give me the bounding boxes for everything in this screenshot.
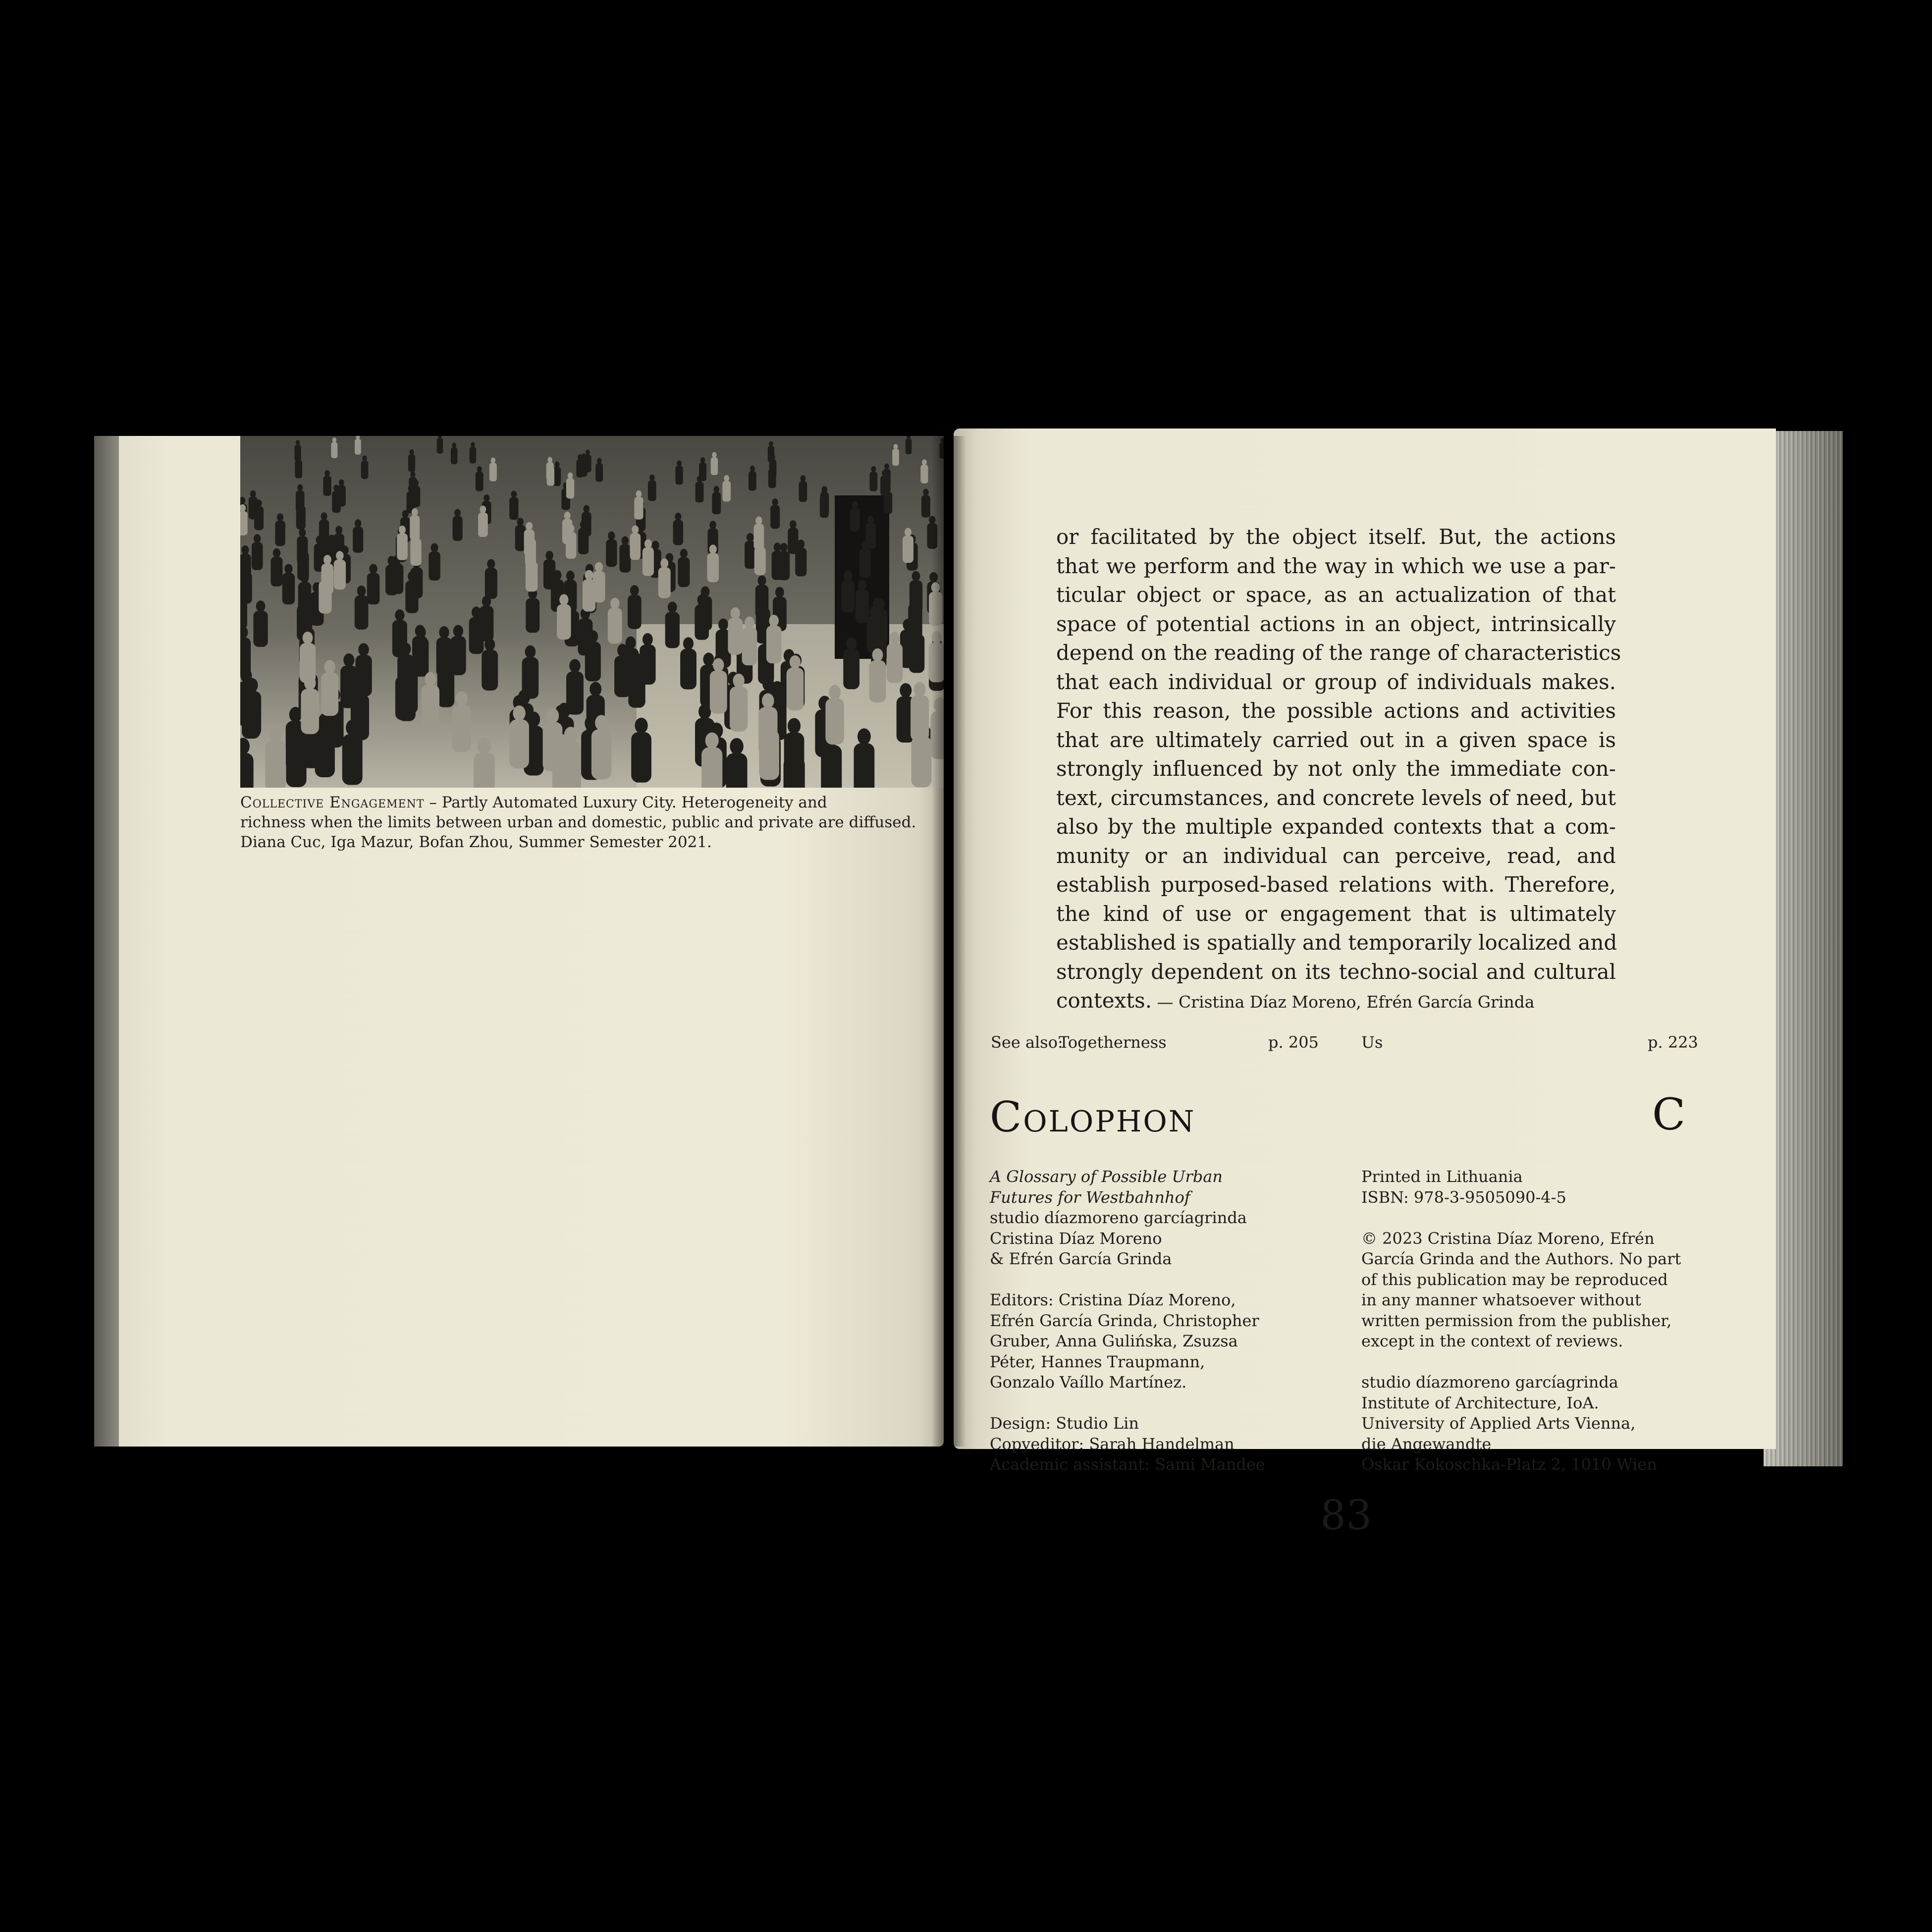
- caption-dash: –: [424, 794, 442, 811]
- body-paragraph: [1056, 523, 1621, 986]
- body-line: also by the multiple expanded contexts that a com-: [1056, 814, 1616, 839]
- body-line: space of potential actions in an object, intrinsically: [1056, 611, 1616, 636]
- address-line-1: studio díazmoreno garcíagrinda: [1361, 1373, 1618, 1392]
- body-line: established is spatially and temporarily localized and: [1056, 930, 1617, 955]
- body-line: text, circumstances, and concrete levels of need, but: [1056, 785, 1616, 810]
- body-line: strongly influenced by not only the immediate con-: [1056, 756, 1616, 781]
- book-title-line-1: A Glossary of Possible Urban: [990, 1167, 1223, 1186]
- copyright-line-3: of this publication may be reproduced: [1361, 1270, 1668, 1289]
- gutter-shadow: [931, 436, 966, 1447]
- editors-line-1: Editors: Cristina Díaz Moreno,: [990, 1290, 1236, 1309]
- crowd-photo: [240, 436, 944, 788]
- body-line: strongly dependent on its techno-social and cultural: [1056, 959, 1616, 984]
- body-last-word: contexts.: [1056, 988, 1152, 1013]
- colophon-heading: Colophon: [990, 1093, 1196, 1141]
- body-line: ticular object or space, as an actualization of that: [1056, 583, 1616, 607]
- caption-line-1: Partly Automated Luxury City. Heterogeneity and: [441, 794, 827, 811]
- book-title-line-2: Futures for Westbahnhof: [990, 1187, 1190, 1207]
- author-line-3: & Efrén García Grinda: [990, 1249, 1172, 1268]
- body-line: or facilitated by the object itself. But, the actions: [1056, 525, 1616, 549]
- editors-line-3: Gruber, Anna Gulińska, Zsuzsa: [990, 1332, 1238, 1350]
- copyright-line-5: written permission from the publisher,: [1361, 1311, 1672, 1330]
- isbn: ISBN: 978-3-9505090-4-5: [1361, 1187, 1566, 1207]
- page-number: 83: [1320, 1492, 1372, 1539]
- editors-line-5: Gonzalo Vaíllo Martínez.: [990, 1373, 1187, 1392]
- address-line-2: Institute of Architecture, IoA.: [1361, 1393, 1599, 1412]
- caption-line-3: Diana Cuc, Iga Mazur, Bofan Zhou, Summer Semester 2021.: [240, 833, 712, 851]
- copyright-line-1: © 2023 Cristina Díaz Moreno, Efrén: [1361, 1229, 1655, 1248]
- see-also-term-2[interactable]: Us: [1361, 1033, 1383, 1052]
- copyright-line-2: García Grinda and the Authors. No part: [1361, 1249, 1681, 1268]
- editors-line-2: Efrén García Grinda, Christopher: [990, 1311, 1259, 1330]
- credit-design: Design: Studio Lin: [990, 1414, 1139, 1433]
- see-also-page-2[interactable]: p. 223: [1648, 1033, 1698, 1052]
- copyright-line-4: in any manner whatsoever without: [1361, 1290, 1641, 1309]
- body-line: that each individual or group of individuals makes.: [1056, 669, 1616, 694]
- see-also-page-1[interactable]: p. 205: [1268, 1033, 1319, 1052]
- colophon-section-letter: C: [1652, 1089, 1686, 1140]
- address-line-3: University of Applied Arts Vienna,: [1361, 1414, 1636, 1433]
- crowd-photo-graphic: [240, 436, 944, 788]
- body-line: that we perform and the way in which we use a par-: [1056, 553, 1616, 578]
- body-line: that are ultimately carried out in a given space is: [1056, 727, 1616, 752]
- body-last-line: [1056, 986, 1616, 1017]
- person-figure: [437, 436, 443, 454]
- credit-copyeditor: Copyeditor: Sarah Handelman: [990, 1434, 1234, 1453]
- body-line: munity or an individual can perceive, read, and: [1056, 843, 1616, 868]
- attribution: — Cristina Díaz Moreno, Efrén García Grinda: [1152, 992, 1535, 1012]
- body-text: [1056, 523, 1621, 1017]
- copyright-line-6: except in the context of reviews.: [1361, 1332, 1623, 1350]
- colophon-left-column: [990, 1167, 1265, 1475]
- caption-title: Collective Engagement: [240, 794, 425, 811]
- editors-line-4: Péter, Hannes Traupmann,: [990, 1352, 1205, 1371]
- caption-line-2: richness when the limits between urban and domestic, public and private are diffused.: [240, 813, 916, 831]
- colophon-right-column: [1361, 1167, 1681, 1475]
- see-also-label: See also:: [991, 1033, 1063, 1052]
- author-line-1: studio díazmoreno garcíagrinda: [990, 1208, 1247, 1227]
- body-line: depend on the reading of the range of characteristics: [1056, 641, 1621, 665]
- body-line: establish purposed-based relations with. Therefore,: [1056, 872, 1616, 897]
- address-line-5: Oskar Kokoschka-Platz 2, 1010 Wien: [1361, 1455, 1657, 1474]
- address-line-4: die Angewandte: [1361, 1434, 1492, 1453]
- printed-in: Printed in Lithuania: [1361, 1167, 1523, 1186]
- see-also-term-1[interactable]: Togetherness: [1059, 1033, 1167, 1052]
- author-line-2: Cristina Díaz Moreno: [990, 1229, 1162, 1248]
- body-line: For this reason, the possible actions and activities: [1056, 698, 1616, 723]
- body-line: the kind of use or engagement that is ultimately: [1056, 901, 1616, 926]
- photo-caption: [240, 793, 944, 852]
- credit-academic-assistant: Academic assistant: Sami Mandee: [990, 1455, 1265, 1474]
